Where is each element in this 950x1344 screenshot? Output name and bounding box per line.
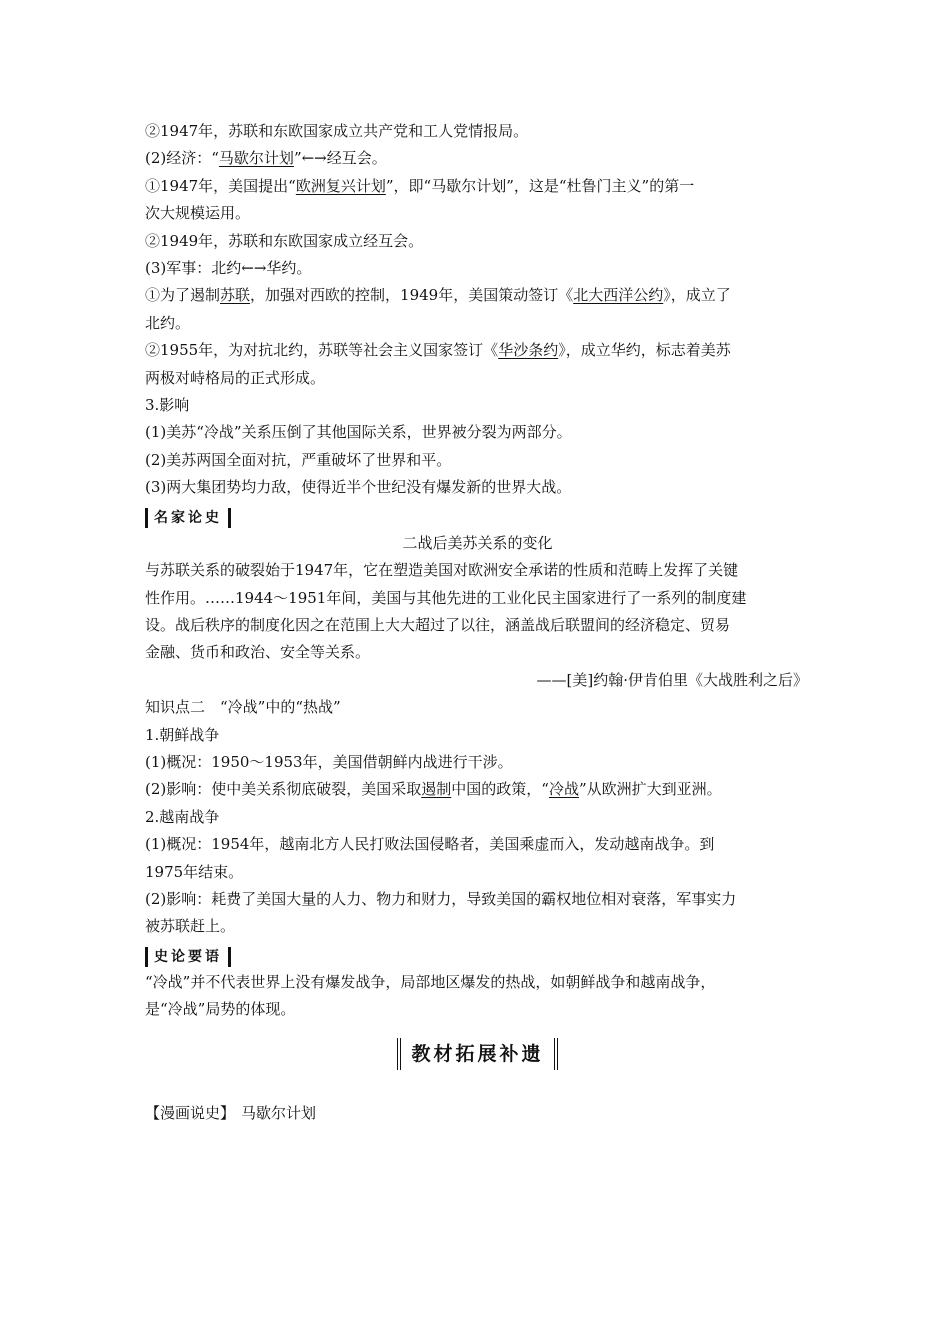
text-span: 中国的政策，“ bbox=[451, 780, 549, 799]
text-line bbox=[145, 282, 810, 309]
quote-line: 设。战后秩序的制度化因之在范围上大大超过了以往，涵盖战后联盟间的经济稳定、贸易 bbox=[145, 615, 731, 634]
text-line: 次大规模运用。 bbox=[145, 204, 251, 223]
underlined-term: 华沙条约 bbox=[498, 341, 559, 360]
text-line: 两极对峙格局的正式形成。 bbox=[145, 368, 326, 387]
text-line: (1)概况：1954年，越南北方人民打败法国侵略者，美国乘虚而入，发动越南战争。到 bbox=[145, 835, 715, 854]
underlined-term: 欧洲复兴计划 bbox=[295, 176, 386, 195]
mingjia-section bbox=[145, 502, 810, 694]
text-span: 》，成立华约，标志着美苏 bbox=[558, 341, 731, 360]
banner-container bbox=[145, 1038, 810, 1070]
text-span: ”，即“马歇尔计划”，这是“杜鲁门主义”的第一 bbox=[385, 176, 695, 195]
text-line: ②1949年，苏联和东欧国家成立经互会。 bbox=[145, 231, 424, 250]
text-line: 1975年结束。 bbox=[145, 862, 244, 881]
underlined-term: 遏制 bbox=[421, 780, 452, 799]
quote-line: 与苏联关系的破裂始于1947年，它在塑造美国对欧洲安全承诺的性质和范畴上发挥了关键 bbox=[145, 561, 739, 580]
section-tag-mingjia: 名家论史 bbox=[145, 508, 231, 528]
underlined-term: 冷战 bbox=[548, 780, 579, 799]
text-line: 1.朝鲜战争 bbox=[145, 725, 220, 744]
quote-line: 金融、货币和政治、安全等关系。 bbox=[145, 643, 371, 662]
text-line: (2)美苏两国全面对抗，严重破坏了世界和平。 bbox=[145, 450, 452, 469]
quote-line: 性作用。……1944～1951年间，美国与其他先进的工业化民主国家进行了一系列的制度建 bbox=[145, 588, 747, 607]
text-span: ①为了遏制 bbox=[145, 286, 221, 305]
text-line bbox=[145, 776, 810, 803]
text-line bbox=[145, 173, 810, 200]
text-line: ②1947年，苏联和东欧国家成立共产党和工人党情报局。 bbox=[145, 122, 529, 140]
text-span: ”从欧洲扩大到亚洲。 bbox=[578, 780, 722, 799]
underlined-term: 苏联 bbox=[220, 286, 251, 305]
text-span: ，加强对西欧的控制，1949年，美国策动签订《 bbox=[250, 286, 574, 305]
text-span: 》，成立了 bbox=[663, 286, 731, 305]
quote-source: ——[美]约翰·伊肯伯里《大战胜利之后》 bbox=[536, 670, 808, 689]
manhua-label: 【漫画说史】 bbox=[145, 1103, 236, 1122]
text-line: (1)美苏“冷战”关系压倒了其他国际关系，世界被分裂为两部分。 bbox=[145, 423, 572, 442]
text-line: (1)概况：1950～1953年，美国借朝鲜内战进行干涉。 bbox=[145, 752, 513, 771]
text-line: 2.越南战争 bbox=[145, 807, 220, 826]
text-line: 北约。 bbox=[145, 313, 191, 332]
text-line: 是“冷战”局势的体现。 bbox=[145, 1000, 296, 1019]
shilun-section bbox=[145, 941, 810, 1024]
text-line: (3)两大集团势均力敌，使得近半个世纪没有爆发新的世界大战。 bbox=[145, 478, 572, 497]
text-span: ”←→经互会。 bbox=[293, 149, 387, 168]
text-line bbox=[145, 145, 810, 172]
underlined-term: 北大西洋公约 bbox=[573, 286, 664, 305]
text-line bbox=[145, 337, 810, 364]
text-span: ①1947年，美国提出“ bbox=[145, 176, 296, 195]
manhua-title: 马歇尔计划 bbox=[241, 1103, 317, 1122]
section-tag-shilun: 史论要语 bbox=[145, 947, 231, 967]
text-line: 被苏联赶上。 bbox=[145, 917, 236, 936]
quote-title: 二战后美苏关系的变化 bbox=[402, 533, 553, 552]
manhua-line bbox=[145, 1100, 810, 1127]
text-line: (2)影响：耗费了美国大量的人力、物力和财力，导致美国的霸权地位相对衰落，军事实力 bbox=[145, 889, 737, 908]
text-line: (3)军事：北约←→华约。 bbox=[145, 259, 312, 278]
text-line: “冷战”并不代表世界上没有爆发战争，局部地区爆发的热战，如朝鲜战争和越南战争， bbox=[145, 972, 716, 991]
section-heading: 知识点二 “冷战”中的“热战” bbox=[145, 698, 341, 717]
document-page bbox=[145, 118, 810, 1127]
underlined-term: 马歇尔计划 bbox=[218, 149, 294, 168]
text-span: ②1955年，为对抗北约，苏联等社会主义国家签订《 bbox=[145, 341, 499, 360]
supplement-banner: 教材拓展补遗 bbox=[397, 1038, 557, 1070]
text-line: 3.影响 bbox=[145, 396, 190, 415]
text-span: (2)经济：“ bbox=[145, 149, 219, 168]
text-span: (2)影响：使中美关系彻底破裂，美国采取 bbox=[145, 780, 422, 799]
